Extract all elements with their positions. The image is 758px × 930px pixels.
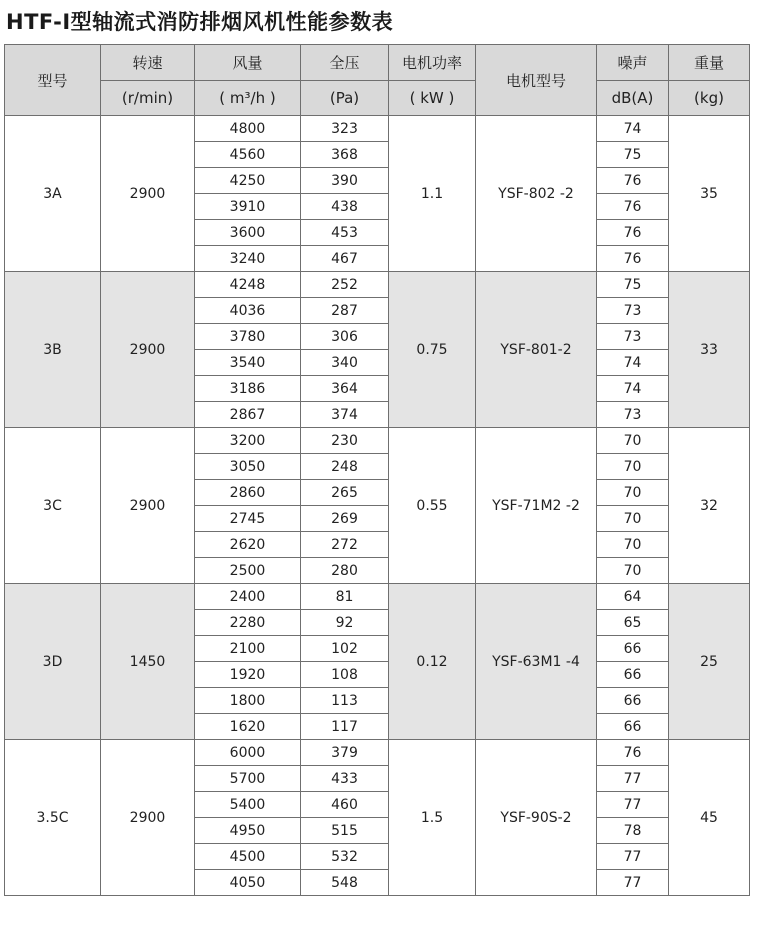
- noise-cell: 75: [597, 272, 669, 298]
- noise-cell: 74: [597, 376, 669, 402]
- airflow-cell: 5700: [195, 766, 301, 792]
- airflow-cell: 2860: [195, 480, 301, 506]
- header-airflow: 风量: [195, 45, 301, 81]
- noise-cell: 75: [597, 142, 669, 168]
- pressure-cell: 364: [301, 376, 389, 402]
- pressure-cell: 265: [301, 480, 389, 506]
- airflow-cell: 4800: [195, 116, 301, 142]
- noise-cell: 70: [597, 532, 669, 558]
- pressure-cell: 340: [301, 350, 389, 376]
- header-noise-unit: dB(A): [597, 81, 669, 116]
- airflow-cell: 4250: [195, 168, 301, 194]
- noise-cell: 73: [597, 298, 669, 324]
- table-header: [5, 45, 750, 116]
- pressure-cell: 272: [301, 532, 389, 558]
- power-cell: 1.1: [389, 116, 476, 272]
- pressure-cell: 460: [301, 792, 389, 818]
- noise-cell: 70: [597, 480, 669, 506]
- noise-cell: 70: [597, 454, 669, 480]
- pressure-cell: 230: [301, 428, 389, 454]
- weight-cell: 35: [669, 116, 750, 272]
- header-weight-unit: (kg): [669, 81, 750, 116]
- table-row: [5, 272, 750, 298]
- noise-cell: 66: [597, 688, 669, 714]
- noise-cell: 76: [597, 168, 669, 194]
- noise-cell: 76: [597, 220, 669, 246]
- airflow-cell: 3600: [195, 220, 301, 246]
- model-cell: 3.5C: [5, 740, 101, 896]
- weight-cell: 33: [669, 272, 750, 428]
- airflow-cell: 2745: [195, 506, 301, 532]
- pressure-cell: 323: [301, 116, 389, 142]
- pressure-cell: 287: [301, 298, 389, 324]
- table-row: [5, 740, 750, 766]
- airflow-cell: 2620: [195, 532, 301, 558]
- performance-table: [4, 44, 750, 896]
- model-cell: 3C: [5, 428, 101, 584]
- pressure-cell: 374: [301, 402, 389, 428]
- airflow-cell: 4036: [195, 298, 301, 324]
- noise-cell: 74: [597, 116, 669, 142]
- airflow-cell: 2100: [195, 636, 301, 662]
- power-cell: 0.55: [389, 428, 476, 584]
- pressure-cell: 113: [301, 688, 389, 714]
- weight-cell: 32: [669, 428, 750, 584]
- header-speed: 转速: [101, 45, 195, 81]
- airflow-cell: 3186: [195, 376, 301, 402]
- pressure-cell: 379: [301, 740, 389, 766]
- pressure-cell: 92: [301, 610, 389, 636]
- noise-cell: 73: [597, 402, 669, 428]
- motor-cell: YSF-63M1 -4: [476, 584, 597, 740]
- pressure-cell: 108: [301, 662, 389, 688]
- pressure-cell: 548: [301, 870, 389, 896]
- noise-cell: 78: [597, 818, 669, 844]
- noise-cell: 74: [597, 350, 669, 376]
- airflow-cell: 4950: [195, 818, 301, 844]
- airflow-cell: 1920: [195, 662, 301, 688]
- model-cell: 3B: [5, 272, 101, 428]
- header-row-labels: [5, 45, 750, 81]
- motor-cell: YSF-802 -2: [476, 116, 597, 272]
- speed-cell: 1450: [101, 584, 195, 740]
- pressure-cell: 306: [301, 324, 389, 350]
- header-airflow-unit: ( m³/h ): [195, 81, 301, 116]
- weight-cell: 25: [669, 584, 750, 740]
- speed-cell: 2900: [101, 116, 195, 272]
- noise-cell: 77: [597, 844, 669, 870]
- header-weight: 重量: [669, 45, 750, 81]
- table-body: [5, 116, 750, 896]
- speed-cell: 2900: [101, 428, 195, 584]
- noise-cell: 66: [597, 662, 669, 688]
- pressure-cell: 467: [301, 246, 389, 272]
- header-power: 电机功率: [389, 45, 476, 81]
- noise-cell: 76: [597, 194, 669, 220]
- noise-cell: 70: [597, 506, 669, 532]
- header-row-units: [5, 81, 750, 116]
- pressure-cell: 515: [301, 818, 389, 844]
- airflow-cell: 5400: [195, 792, 301, 818]
- pressure-cell: 368: [301, 142, 389, 168]
- header-model: 型号: [5, 45, 101, 116]
- noise-cell: 64: [597, 584, 669, 610]
- table-row: [5, 116, 750, 142]
- power-cell: 0.12: [389, 584, 476, 740]
- noise-cell: 73: [597, 324, 669, 350]
- noise-cell: 66: [597, 714, 669, 740]
- airflow-cell: 2400: [195, 584, 301, 610]
- noise-cell: 77: [597, 792, 669, 818]
- pressure-cell: 102: [301, 636, 389, 662]
- header-pressure-unit: (Pa): [301, 81, 389, 116]
- speed-cell: 2900: [101, 272, 195, 428]
- airflow-cell: 3240: [195, 246, 301, 272]
- airflow-cell: 2280: [195, 610, 301, 636]
- model-cell: 3A: [5, 116, 101, 272]
- airflow-cell: 3540: [195, 350, 301, 376]
- motor-cell: YSF-90S-2: [476, 740, 597, 896]
- noise-cell: 76: [597, 246, 669, 272]
- noise-cell: 77: [597, 870, 669, 896]
- noise-cell: 76: [597, 740, 669, 766]
- pressure-cell: 433: [301, 766, 389, 792]
- power-cell: 0.75: [389, 272, 476, 428]
- airflow-cell: 2867: [195, 402, 301, 428]
- speed-cell: 2900: [101, 740, 195, 896]
- pressure-cell: 532: [301, 844, 389, 870]
- pressure-cell: 269: [301, 506, 389, 532]
- pressure-cell: 117: [301, 714, 389, 740]
- pressure-cell: 248: [301, 454, 389, 480]
- header-motor: 电机型号: [476, 45, 597, 116]
- airflow-cell: 1800: [195, 688, 301, 714]
- motor-cell: YSF-801-2: [476, 272, 597, 428]
- airflow-cell: 6000: [195, 740, 301, 766]
- header-noise: 噪声: [597, 45, 669, 81]
- pressure-cell: 390: [301, 168, 389, 194]
- airflow-cell: 3200: [195, 428, 301, 454]
- pressure-cell: 453: [301, 220, 389, 246]
- weight-cell: 45: [669, 740, 750, 896]
- airflow-cell: 3050: [195, 454, 301, 480]
- table-row: [5, 584, 750, 610]
- pressure-cell: 280: [301, 558, 389, 584]
- model-cell: 3D: [5, 584, 101, 740]
- airflow-cell: 1620: [195, 714, 301, 740]
- page-title: HTF-I型轴流式消防排烟风机性能参数表: [6, 10, 394, 34]
- header-speed-unit: (r/min): [101, 81, 195, 116]
- airflow-cell: 4248: [195, 272, 301, 298]
- noise-cell: 70: [597, 558, 669, 584]
- noise-cell: 77: [597, 766, 669, 792]
- table-row: [5, 428, 750, 454]
- header-power-unit: ( kW ): [389, 81, 476, 116]
- airflow-cell: 4050: [195, 870, 301, 896]
- airflow-cell: 3910: [195, 194, 301, 220]
- noise-cell: 66: [597, 636, 669, 662]
- pressure-cell: 438: [301, 194, 389, 220]
- airflow-cell: 2500: [195, 558, 301, 584]
- pressure-cell: 81: [301, 584, 389, 610]
- airflow-cell: 4560: [195, 142, 301, 168]
- motor-cell: YSF-71M2 -2: [476, 428, 597, 584]
- noise-cell: 65: [597, 610, 669, 636]
- airflow-cell: 3780: [195, 324, 301, 350]
- airflow-cell: 4500: [195, 844, 301, 870]
- header-pressure: 全压: [301, 45, 389, 81]
- power-cell: 1.5: [389, 740, 476, 896]
- noise-cell: 70: [597, 428, 669, 454]
- pressure-cell: 252: [301, 272, 389, 298]
